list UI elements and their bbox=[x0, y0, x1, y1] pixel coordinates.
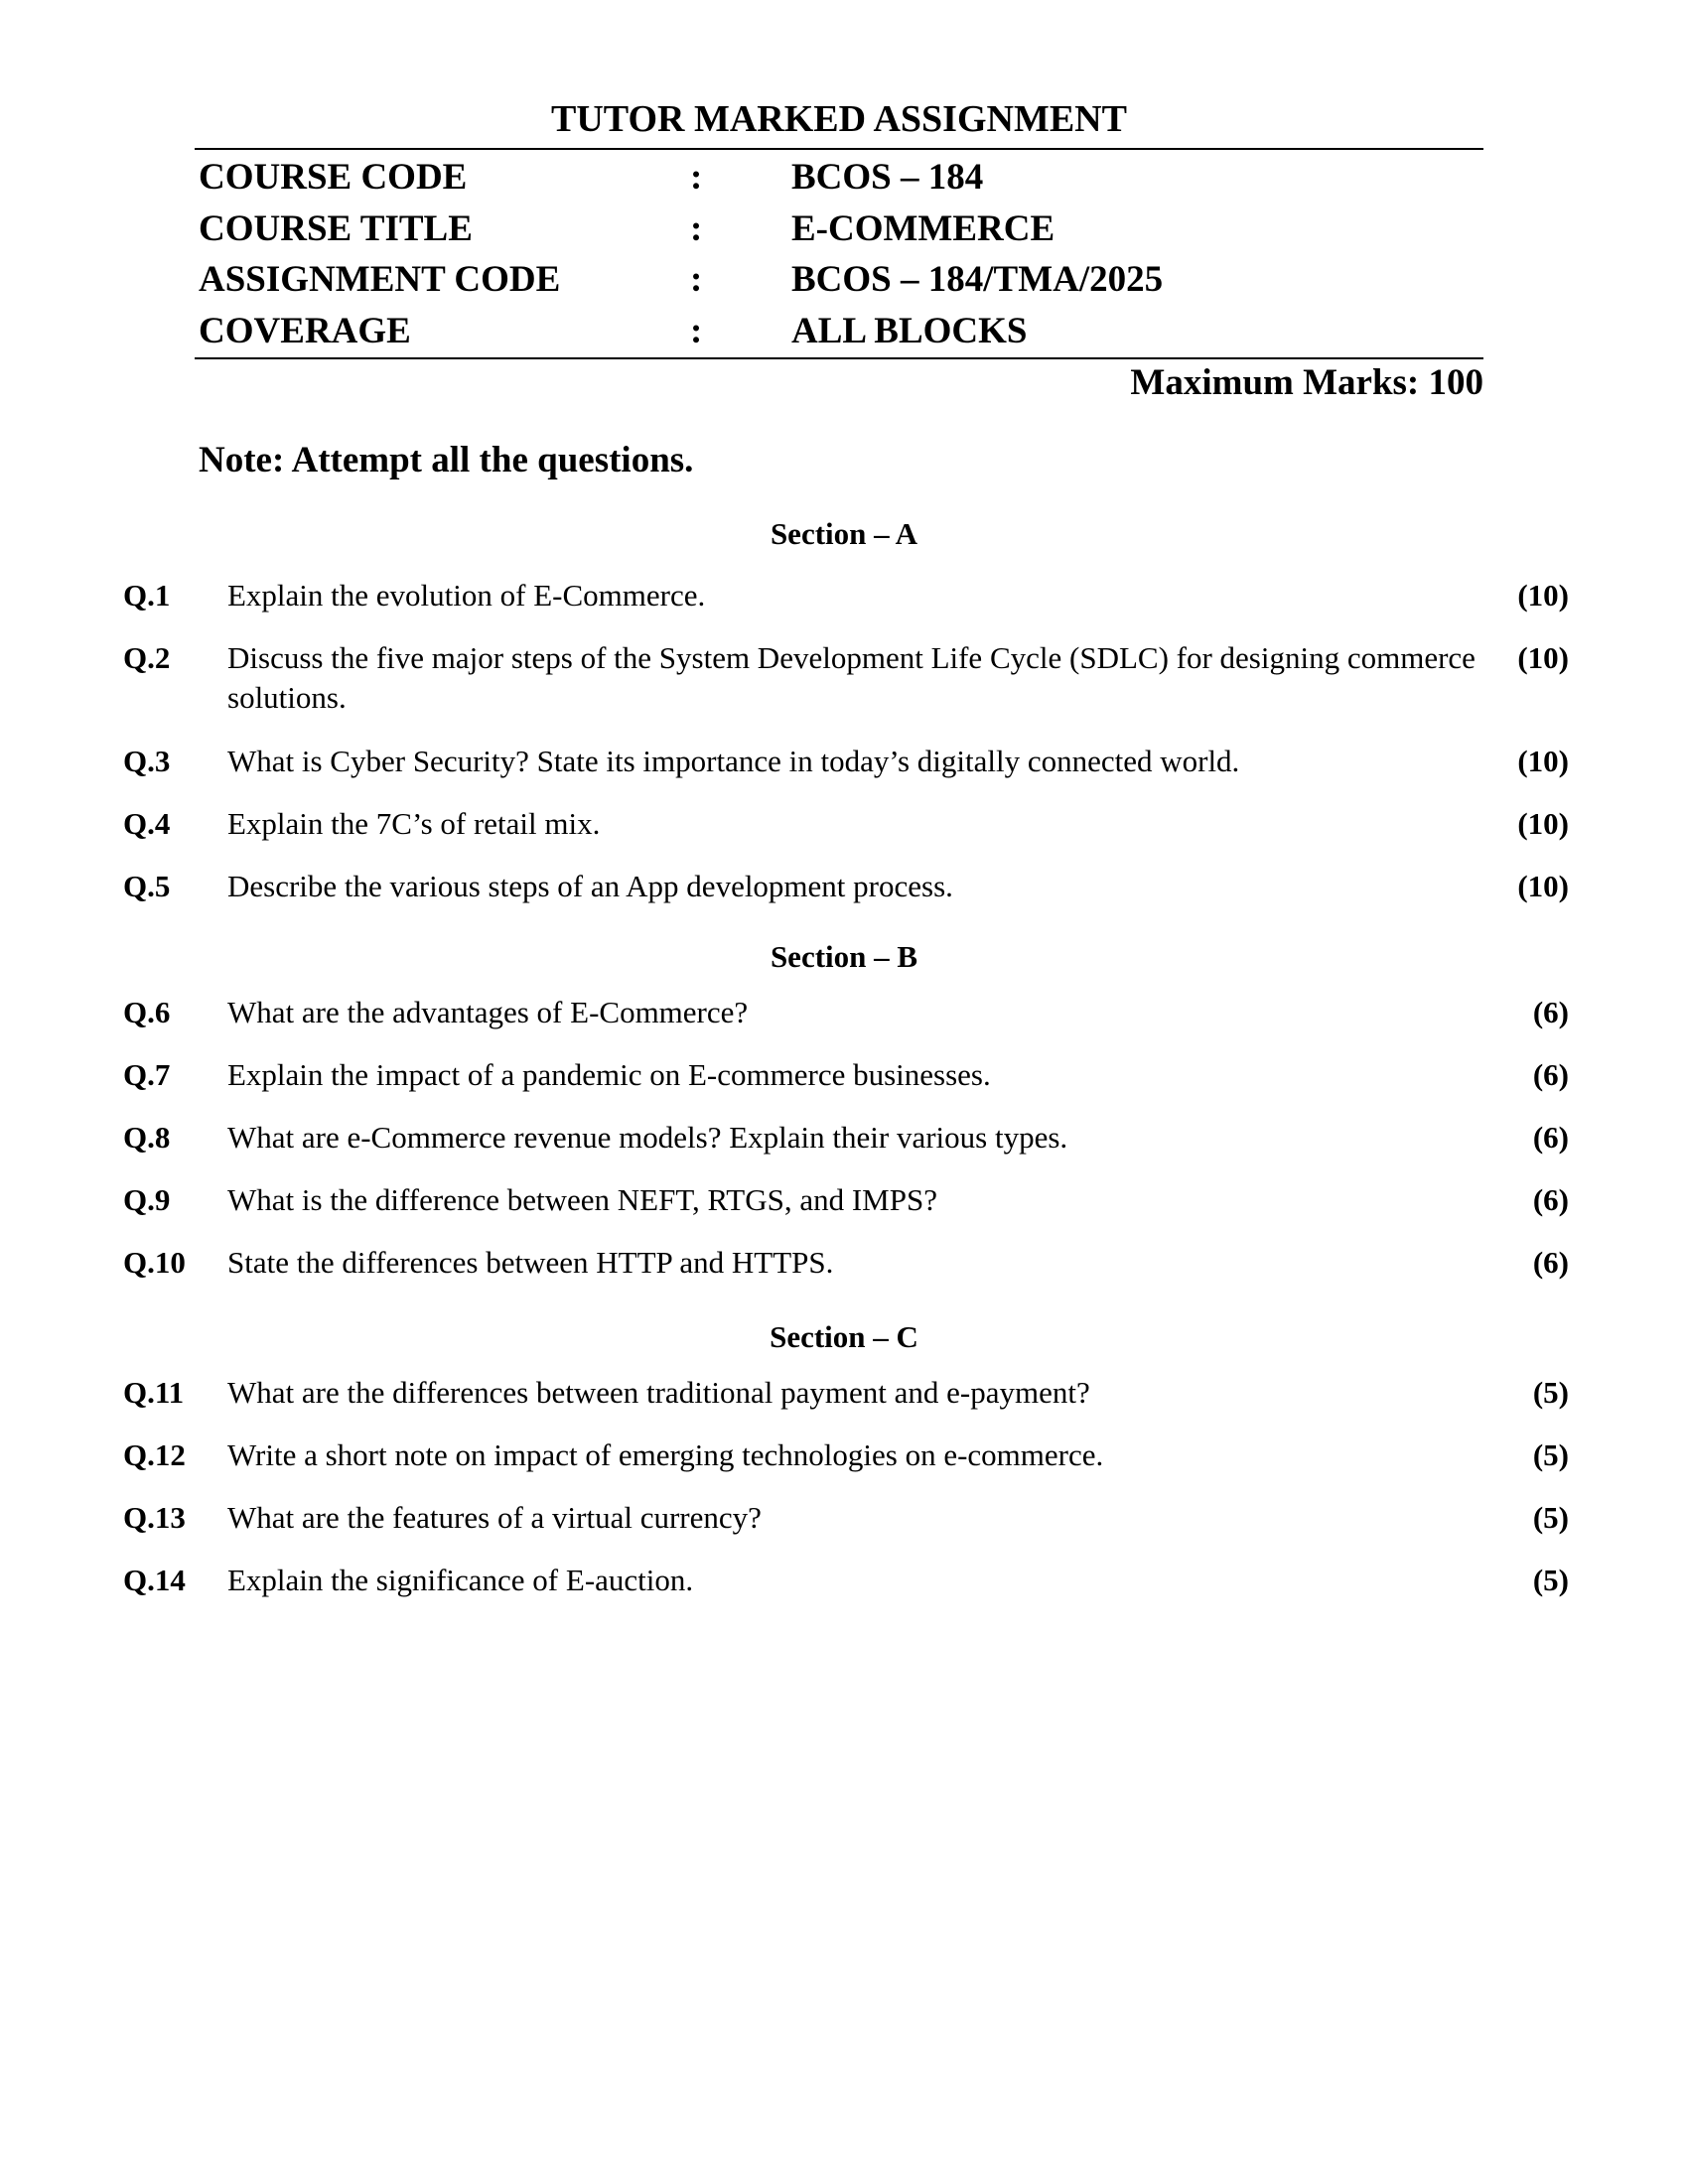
question-marks: (6) bbox=[1532, 1120, 1569, 1155]
info-key: COURSE CODE bbox=[199, 157, 468, 198]
info-colon: : bbox=[690, 207, 703, 249]
question-text: Discuss the five major steps of the System Development Life Cycle (SDLC) for designing commerce solutions. bbox=[227, 640, 1476, 715]
info-colon: : bbox=[690, 259, 703, 300]
question-marks: (5) bbox=[1532, 1375, 1569, 1410]
question-text: Describe the various steps of an App development process. bbox=[227, 869, 953, 903]
question-number: Q.2 bbox=[123, 640, 171, 675]
question-marks: (5) bbox=[1532, 1563, 1569, 1597]
question-marks: (5) bbox=[1532, 1437, 1569, 1472]
info-value: BCOS – 184/TMA/2025 bbox=[791, 259, 1164, 300]
question-number: Q.6 bbox=[123, 995, 171, 1029]
section-c-heading: Section – C bbox=[770, 1319, 918, 1354]
question-number: Q.7 bbox=[123, 1057, 171, 1092]
info-row-course-title bbox=[199, 204, 1479, 255]
info-value: BCOS – 184 bbox=[791, 157, 984, 198]
question-number: Q.8 bbox=[123, 1120, 171, 1155]
course-info-table bbox=[199, 152, 1479, 356]
question-marks: (10) bbox=[1517, 869, 1569, 903]
question-marks: (10) bbox=[1517, 744, 1569, 778]
question-marks: (10) bbox=[1517, 578, 1569, 613]
info-row-coverage bbox=[199, 306, 1479, 357]
question-number: Q.3 bbox=[123, 744, 171, 778]
maximum-marks: Maximum Marks: 100 bbox=[1130, 362, 1483, 403]
question-text: Explain the 7C’s of retail mix. bbox=[227, 806, 601, 841]
question-number: Q.5 bbox=[123, 869, 171, 903]
question-text: What are the differences between traditional payment and e-payment? bbox=[227, 1375, 1090, 1410]
question-text: Write a short note on impact of emerging technologies on e-commerce. bbox=[227, 1437, 1104, 1472]
question-marks: (6) bbox=[1532, 995, 1569, 1029]
question-text: What are the features of a virtual currency? bbox=[227, 1500, 762, 1535]
info-colon: : bbox=[690, 157, 703, 198]
question-marks: (6) bbox=[1532, 1245, 1569, 1280]
question-text: Explain the evolution of E-Commerce. bbox=[227, 578, 706, 613]
question-text: What are e-Commerce revenue models? Explain their various types. bbox=[227, 1120, 1068, 1155]
question-number: Q.12 bbox=[123, 1437, 186, 1472]
question-text: What is the difference between NEFT, RTGS, and IMPS? bbox=[227, 1182, 937, 1217]
info-colon: : bbox=[690, 310, 703, 351]
section-a-heading: Section – A bbox=[770, 516, 918, 551]
question-number: Q.10 bbox=[123, 1245, 186, 1280]
info-row-assignment-code bbox=[199, 254, 1479, 306]
question-text: State the differences between HTTP and HTTPS. bbox=[227, 1245, 834, 1280]
question-marks: (6) bbox=[1532, 1057, 1569, 1092]
top-rule bbox=[195, 148, 1483, 150]
question-text: What are the advantages of E-Commerce? bbox=[227, 995, 749, 1029]
question-number: Q.9 bbox=[123, 1182, 171, 1217]
question-marks: (10) bbox=[1517, 640, 1569, 675]
question-number: Q.11 bbox=[123, 1375, 185, 1410]
question-text: Explain the significance of E-auction. bbox=[227, 1563, 694, 1597]
question-number: Q.4 bbox=[123, 806, 171, 841]
info-value: E-COMMERCE bbox=[791, 207, 1055, 249]
document-title: TUTOR MARKED ASSIGNMENT bbox=[551, 98, 1127, 140]
question-number: Q.1 bbox=[123, 578, 171, 613]
question-marks: (10) bbox=[1517, 806, 1569, 841]
question-marks: (6) bbox=[1532, 1182, 1569, 1217]
section-b-heading: Section – B bbox=[770, 939, 918, 974]
question-marks: (5) bbox=[1532, 1500, 1569, 1535]
info-row-course-code bbox=[199, 152, 1479, 204]
info-key: COVERAGE bbox=[199, 310, 411, 351]
question-text: What is Cyber Security? State its importance in today’s digitally connected world. bbox=[227, 744, 1240, 778]
question-number: Q.13 bbox=[123, 1500, 186, 1535]
info-key: COURSE TITLE bbox=[199, 207, 473, 249]
info-key: ASSIGNMENT CODE bbox=[199, 259, 561, 300]
question-number: Q.14 bbox=[123, 1563, 186, 1597]
question-text: Explain the impact of a pandemic on E-commerce businesses. bbox=[227, 1057, 991, 1092]
instruction-note: Note: Attempt all the questions. bbox=[199, 440, 694, 480]
info-value: ALL BLOCKS bbox=[791, 310, 1028, 351]
